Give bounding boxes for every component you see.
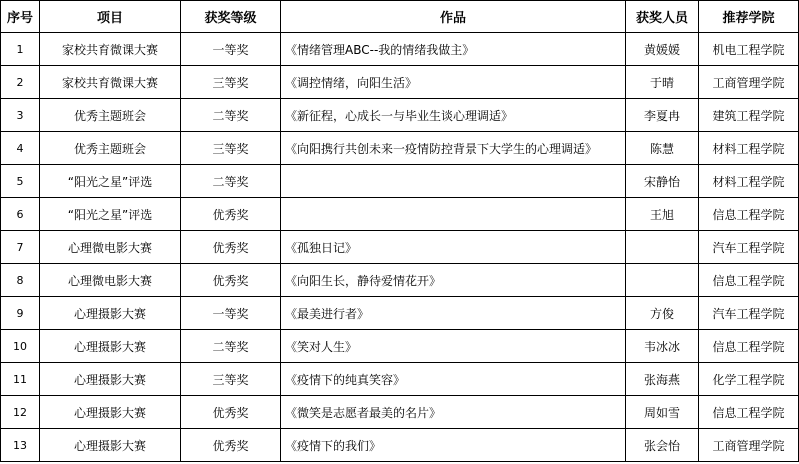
cell-level: 二等奖 [181, 165, 281, 198]
cell-work: 《微笑是志愿者最美的名片》 [281, 396, 626, 429]
cell-college: 工商管理学院 [699, 429, 799, 462]
cell-no: 7 [1, 231, 40, 264]
table-row [1, 231, 799, 264]
cell-work [281, 165, 626, 198]
cell-winner: 于晴 [626, 66, 699, 99]
table-row [1, 165, 799, 198]
cell-level: 三等奖 [181, 363, 281, 396]
table-row [1, 330, 799, 363]
table-row [1, 264, 799, 297]
cell-level: 三等奖 [181, 132, 281, 165]
cell-level: 二等奖 [181, 99, 281, 132]
cell-winner: 韦冰冰 [626, 330, 699, 363]
cell-no: 2 [1, 66, 40, 99]
cell-winner: 宋静怡 [626, 165, 699, 198]
cell-level: 优秀奖 [181, 198, 281, 231]
cell-no: 3 [1, 99, 40, 132]
cell-college: 化学工程学院 [699, 363, 799, 396]
cell-project: 心理摄影大赛 [40, 330, 181, 363]
cell-no: 4 [1, 132, 40, 165]
table-row [1, 66, 799, 99]
table-row [1, 363, 799, 396]
cell-winner [626, 231, 699, 264]
cell-no: 6 [1, 198, 40, 231]
cell-project: “阳光之星”评选 [40, 198, 181, 231]
table-row [1, 99, 799, 132]
cell-no: 5 [1, 165, 40, 198]
cell-level: 优秀奖 [181, 231, 281, 264]
cell-college: 信息工程学院 [699, 264, 799, 297]
cell-work: 《调控情绪，向阳生活》 [281, 66, 626, 99]
cell-no: 8 [1, 264, 40, 297]
cell-work [281, 198, 626, 231]
header-no: 序号 [1, 1, 40, 33]
cell-level: 优秀奖 [181, 264, 281, 297]
cell-college: 汽车工程学院 [699, 231, 799, 264]
cell-level: 优秀奖 [181, 396, 281, 429]
cell-winner: 黄媛媛 [626, 33, 699, 66]
cell-work: 《笑对人生》 [281, 330, 626, 363]
cell-no: 10 [1, 330, 40, 363]
cell-no: 9 [1, 297, 40, 330]
header-work: 作品 [281, 1, 626, 33]
cell-winner: 方俊 [626, 297, 699, 330]
table-row [1, 396, 799, 429]
cell-college: 材料工程学院 [699, 132, 799, 165]
cell-no: 11 [1, 363, 40, 396]
cell-college: 工商管理学院 [699, 66, 799, 99]
table-body [1, 33, 799, 462]
cell-college: 建筑工程学院 [699, 99, 799, 132]
header-level: 获奖等级 [181, 1, 281, 33]
cell-work: 《孤独日记》 [281, 231, 626, 264]
header-winner: 获奖人员 [626, 1, 699, 33]
cell-project: 家校共育微课大赛 [40, 33, 181, 66]
cell-project: 心理摄影大赛 [40, 363, 181, 396]
cell-project: 心理微电影大赛 [40, 231, 181, 264]
cell-work: 《疫情下的我们》 [281, 429, 626, 462]
cell-work: 《情绪管理ABC--我的情绪我做主》 [281, 33, 626, 66]
cell-winner: 王旭 [626, 198, 699, 231]
cell-level: 一等奖 [181, 297, 281, 330]
cell-college: 材料工程学院 [699, 165, 799, 198]
cell-work: 《向阳携行共创未来一疫情防控背景下大学生的心理调适》 [281, 132, 626, 165]
cell-level: 三等奖 [181, 66, 281, 99]
cell-winner [626, 264, 699, 297]
cell-project: 家校共育微课大赛 [40, 66, 181, 99]
cell-project: 心理摄影大赛 [40, 297, 181, 330]
cell-level: 二等奖 [181, 330, 281, 363]
cell-project: 优秀主题班会 [40, 132, 181, 165]
cell-college: 汽车工程学院 [699, 297, 799, 330]
cell-project: 心理微电影大赛 [40, 264, 181, 297]
cell-college: 信息工程学院 [699, 396, 799, 429]
cell-winner: 张海燕 [626, 363, 699, 396]
cell-no: 12 [1, 396, 40, 429]
table-row [1, 132, 799, 165]
cell-project: 心理摄影大赛 [40, 429, 181, 462]
cell-winner: 张会怡 [626, 429, 699, 462]
table-row [1, 198, 799, 231]
cell-project: “阳光之星”评选 [40, 165, 181, 198]
cell-no: 13 [1, 429, 40, 462]
cell-level: 优秀奖 [181, 429, 281, 462]
cell-work: 《疫情下的纯真笑容》 [281, 363, 626, 396]
cell-college: 信息工程学院 [699, 330, 799, 363]
cell-college: 机电工程学院 [699, 33, 799, 66]
cell-work: 《向阳生长，静待爱情花开》 [281, 264, 626, 297]
header-project: 项目 [40, 1, 181, 33]
cell-level: 一等奖 [181, 33, 281, 66]
cell-project: 优秀主题班会 [40, 99, 181, 132]
cell-winner: 周如雪 [626, 396, 699, 429]
table-row [1, 429, 799, 462]
cell-work: 《新征程，心成长一与毕业生谈心理调适》 [281, 99, 626, 132]
header-college: 推荐学院 [699, 1, 799, 33]
table-row [1, 297, 799, 330]
cell-winner: 陈慧 [626, 132, 699, 165]
cell-project: 心理摄影大赛 [40, 396, 181, 429]
cell-no: 1 [1, 33, 40, 66]
table-row [1, 33, 799, 66]
header-row [1, 1, 799, 33]
cell-work: 《最美进行者》 [281, 297, 626, 330]
cell-college: 信息工程学院 [699, 198, 799, 231]
cell-winner: 李夏冉 [626, 99, 699, 132]
